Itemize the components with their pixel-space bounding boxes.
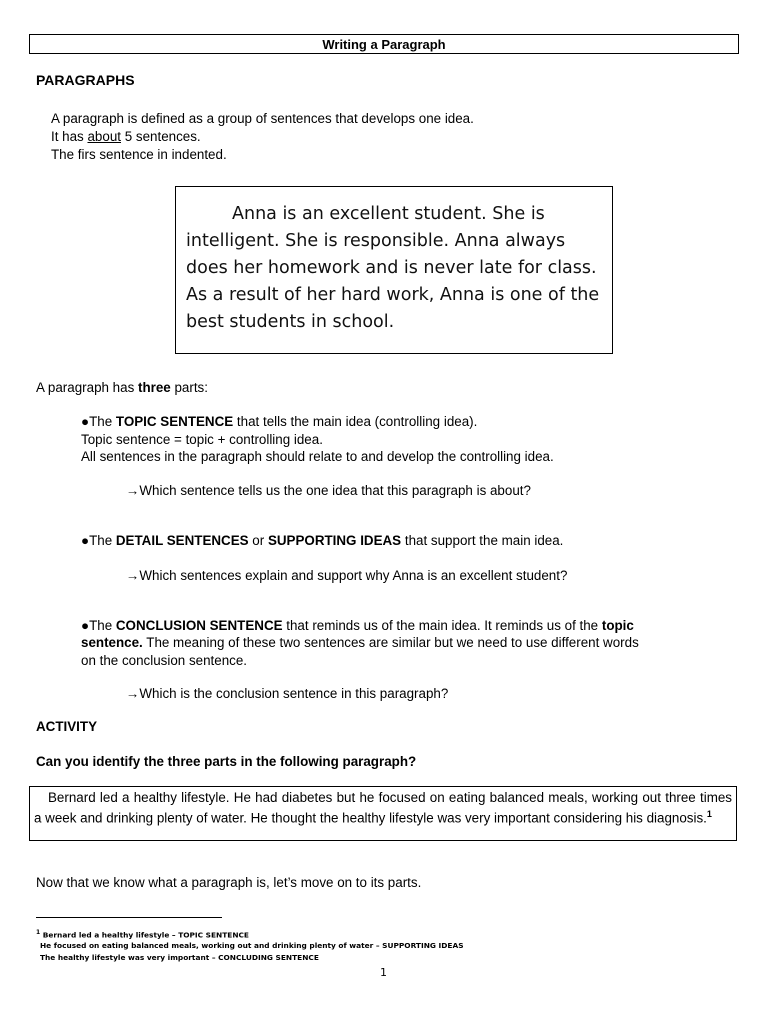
bullet-topic: ●The	[81, 414, 116, 429]
intro-line-2-post: 5 sentences.	[121, 129, 201, 144]
sample-paragraph-box	[175, 186, 613, 354]
page-number: 1	[380, 966, 387, 979]
detail-sentences-term: DETAIL SENTENCES	[115, 533, 249, 548]
section-heading-paragraphs: PARAGRAPHS	[36, 72, 135, 88]
footnote-line-2: He focused on eating balanced meals, working out and drinking plenty of water – SUPPORTING IDEAS	[40, 941, 464, 950]
footnote-line-3: The healthy lifestyle was very important – CONCLUDING SENTENCE	[40, 953, 319, 962]
intro-line-2	[51, 128, 201, 146]
footnote-mark: 1	[36, 929, 41, 936]
detail-sentences-line	[81, 532, 563, 550]
parts-intro-bold: three	[138, 380, 171, 395]
detail-or: or	[248, 533, 268, 548]
parts-intro-post: parts:	[170, 380, 208, 395]
parts-intro-pre: A paragraph has	[36, 380, 138, 395]
topic-sentence-desc: that tells the main idea (controlling idea).	[233, 414, 478, 429]
topic-sentence-term: TOPIC SENTENCE	[115, 414, 234, 429]
footnote-line-1	[36, 927, 249, 941]
topic-sentence-line-3: All sentences in the paragraph should relate to and develop the controlling idea.	[81, 449, 554, 464]
intro-line-3: The firs sentence in indented.	[51, 147, 227, 162]
topic-sentence-line-1	[81, 413, 477, 431]
footnote-reference[interactable]: 1	[706, 809, 712, 819]
footnote-text-1: Bernard led a healthy lifestyle – TOPIC SENTENCE	[42, 930, 249, 940]
activity-heading: ACTIVITY	[36, 719, 98, 734]
conclusion-question: →Which is the conclusion sentence in this paragraph?	[126, 686, 449, 701]
activity-paragraph-text: Bernard led a healthy lifestyle. He had diabetes but he focused on eating balanced meals, working out three times a week and drinking plenty of water. He thought the healthy lifestyle was very important considering his diagnosis.	[34, 790, 732, 826]
topic-term: topic	[601, 618, 634, 633]
sentence-term: sentence.	[81, 635, 143, 650]
conclusion-sentence-term: CONCLUSION SENTENCE	[115, 618, 283, 633]
supporting-ideas-term: SUPPORTING IDEAS	[267, 533, 402, 548]
activity-question: Can you identify the three parts in the following paragraph?	[36, 754, 417, 769]
detail-desc: that support the main idea.	[401, 533, 564, 548]
closing-sentence: Now that we know what a paragraph is, let’s move on to its parts.	[36, 875, 422, 890]
topic-question: →Which sentence tells us the one idea that this paragraph is about?	[126, 483, 531, 498]
conclusion-desc: that reminds us of the main idea. It reminds us of the	[282, 618, 602, 633]
intro-line-2-underlined: about	[87, 129, 121, 144]
topic-sentence-line-2: Topic sentence = topic + controlling idea.	[81, 432, 323, 447]
sample-paragraph-text: Anna is an excellent student. She is intelligent. She is responsible. Anna always does her homework and is never late for class. As a result of her hard work, Anna is one of the best students in school.	[186, 204, 600, 332]
intro-line-2-pre: It has	[51, 129, 88, 144]
document-title: Writing a Paragraph	[29, 34, 739, 54]
conclusion-line-1	[81, 617, 634, 635]
footnote-divider	[36, 917, 222, 918]
conclusion-line-3: on the conclusion sentence.	[81, 653, 248, 668]
intro-line-1: A paragraph is defined as a group of sentences that develops one idea.	[51, 111, 474, 126]
activity-paragraph-box	[29, 786, 737, 841]
bullet-detail: ●The	[81, 533, 116, 548]
bullet-conclusion: ●The	[81, 618, 116, 633]
conclusion-desc-2: The meaning of these two sentences are similar but we need to use different words	[142, 635, 639, 650]
detail-question: →Which sentences explain and support why Anna is an excellent student?	[126, 568, 568, 583]
parts-intro	[36, 379, 208, 397]
conclusion-line-2	[81, 634, 639, 652]
